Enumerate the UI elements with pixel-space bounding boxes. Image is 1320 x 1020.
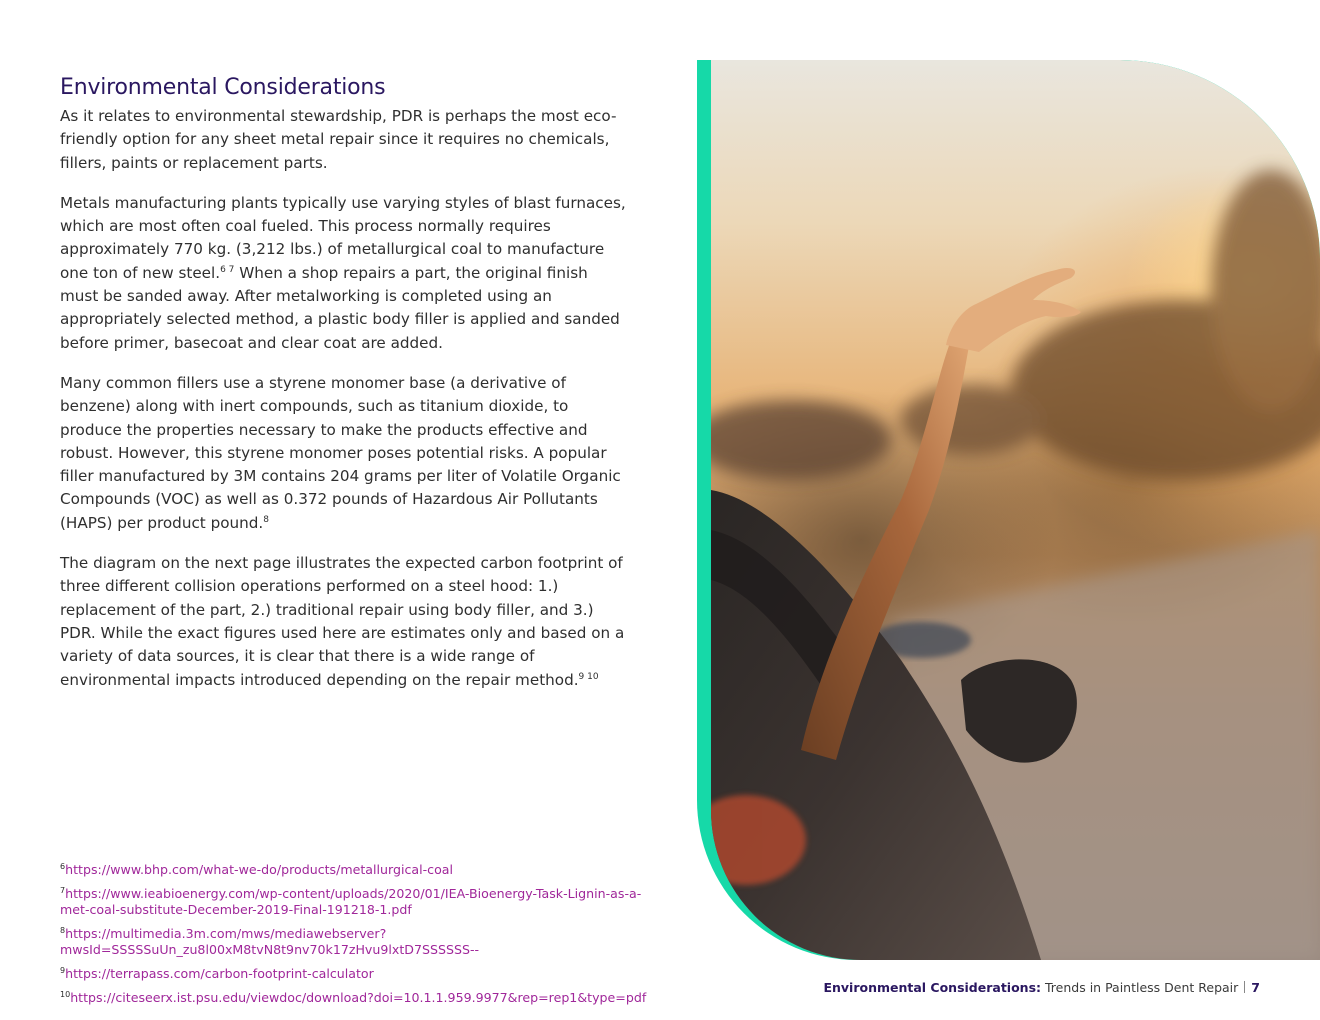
footnote-10 [60, 990, 660, 1006]
footnote-number: 7 [60, 885, 66, 895]
paragraph-3-text: Many common fillers use a styrene monomer base (a derivative of benzene) along with inert compounds, such as titanium dioxide, to produce the properties necessary to make the products effective and robust. However, this styrene monomer poses potential risks. A popular filler manufactured by 3M contains 204 grams per liter of Volatile Organic Compounds (VOC) as well as 0.372 pounds of Hazardous Air Pollutants (HAPS) per product pound. [60, 373, 621, 532]
paragraph-2-text-a: Metals manufacturing plants typically use varying styles of blast furnaces, which are most often coal fueled. This process normally requires approximately 770 kg. (3,212 lbs.) of metallurgical coal to manufacture one ton of new steel. [60, 193, 626, 282]
hero-photo-frame [697, 60, 1320, 960]
footnote-number: 6 [60, 861, 66, 871]
footer-divider [1244, 981, 1245, 993]
page-footer [823, 980, 1260, 995]
footnote-link-6[interactable]: https://www.bhp.com/what-we-do/products/metallurgical-coal [65, 862, 453, 877]
paragraph-1 [60, 105, 630, 175]
body-text [60, 105, 630, 709]
paragraph-2-text-b: When a shop repairs a part, the original finish must be sanded away. After metalworking is completed using an appropriately selected method, a plastic body filler is applied and sanded before primer, basecoat and clear coat are added. [60, 263, 620, 352]
footnote-link-10[interactable]: https://citeseerx.ist.psu.edu/viewdoc/download?doi=10.1.1.959.9977&rep=rep1&type=pdf [70, 990, 647, 1005]
footnotes [60, 862, 660, 1014]
paragraph-2 [60, 192, 630, 355]
paragraph-4-text: The diagram on the next page illustrates the expected carbon footprint of three different collision operations performed on a steel hood: 1.) replacement of the part, 2.) traditional repair using body filler, and 3.) PDR. While the exact figures used here are estimates only and based on a variety of data sources, it is clear that there is a wide range of environmental impacts introduced depending on the repair method. [60, 554, 625, 689]
footnote-ref-6-7[interactable]: 6 7 [220, 264, 235, 275]
footer-doc-title: Trends in Paintless Dent Repair [1041, 980, 1239, 995]
footnote-link-9[interactable]: https://terrapass.com/carbon-footprint-calculator [65, 966, 374, 981]
footer-section: Environmental Considerations: [823, 980, 1042, 995]
footnote-number: 10 [60, 989, 71, 999]
photo-illustration [711, 60, 1320, 960]
page-title: Environmental Considerations [60, 74, 386, 100]
paragraph-4 [60, 552, 630, 692]
footnote-link-7[interactable]: https://www.ieabioenergy.com/wp-content/uploads/2020/01/IEA-Bioenergy-Task-Lignin-as-a-met-coal-substitute-December-2019-Final-191218-1.pdf [60, 886, 642, 917]
footnote-link-8[interactable]: https://multimedia.3m.com/mws/mediawebserver?mwsId=SSSSSuUn_zu8l00xM8tvN8t9nv70k17zHvu9lxtD7SSSSSS-- [60, 926, 480, 957]
footnote-ref-9-10[interactable]: 9 10 [578, 671, 599, 682]
page-number: 7 [1251, 980, 1260, 995]
footnote-9 [60, 966, 660, 982]
footnote-number: 9 [60, 965, 66, 975]
paragraph-3 [60, 372, 630, 535]
paragraph-1-text: As it relates to environmental stewardship, PDR is perhaps the most eco-friendly option for any sheet metal repair since it requires no chemicals, fillers, paints or replacement parts. [60, 107, 617, 172]
hero-photo [711, 60, 1320, 960]
footnote-number: 8 [60, 925, 66, 935]
footnote-6 [60, 862, 660, 878]
footnote-7 [60, 886, 660, 918]
footnote-ref-8[interactable]: 8 [263, 514, 269, 525]
footnote-8 [60, 926, 660, 958]
